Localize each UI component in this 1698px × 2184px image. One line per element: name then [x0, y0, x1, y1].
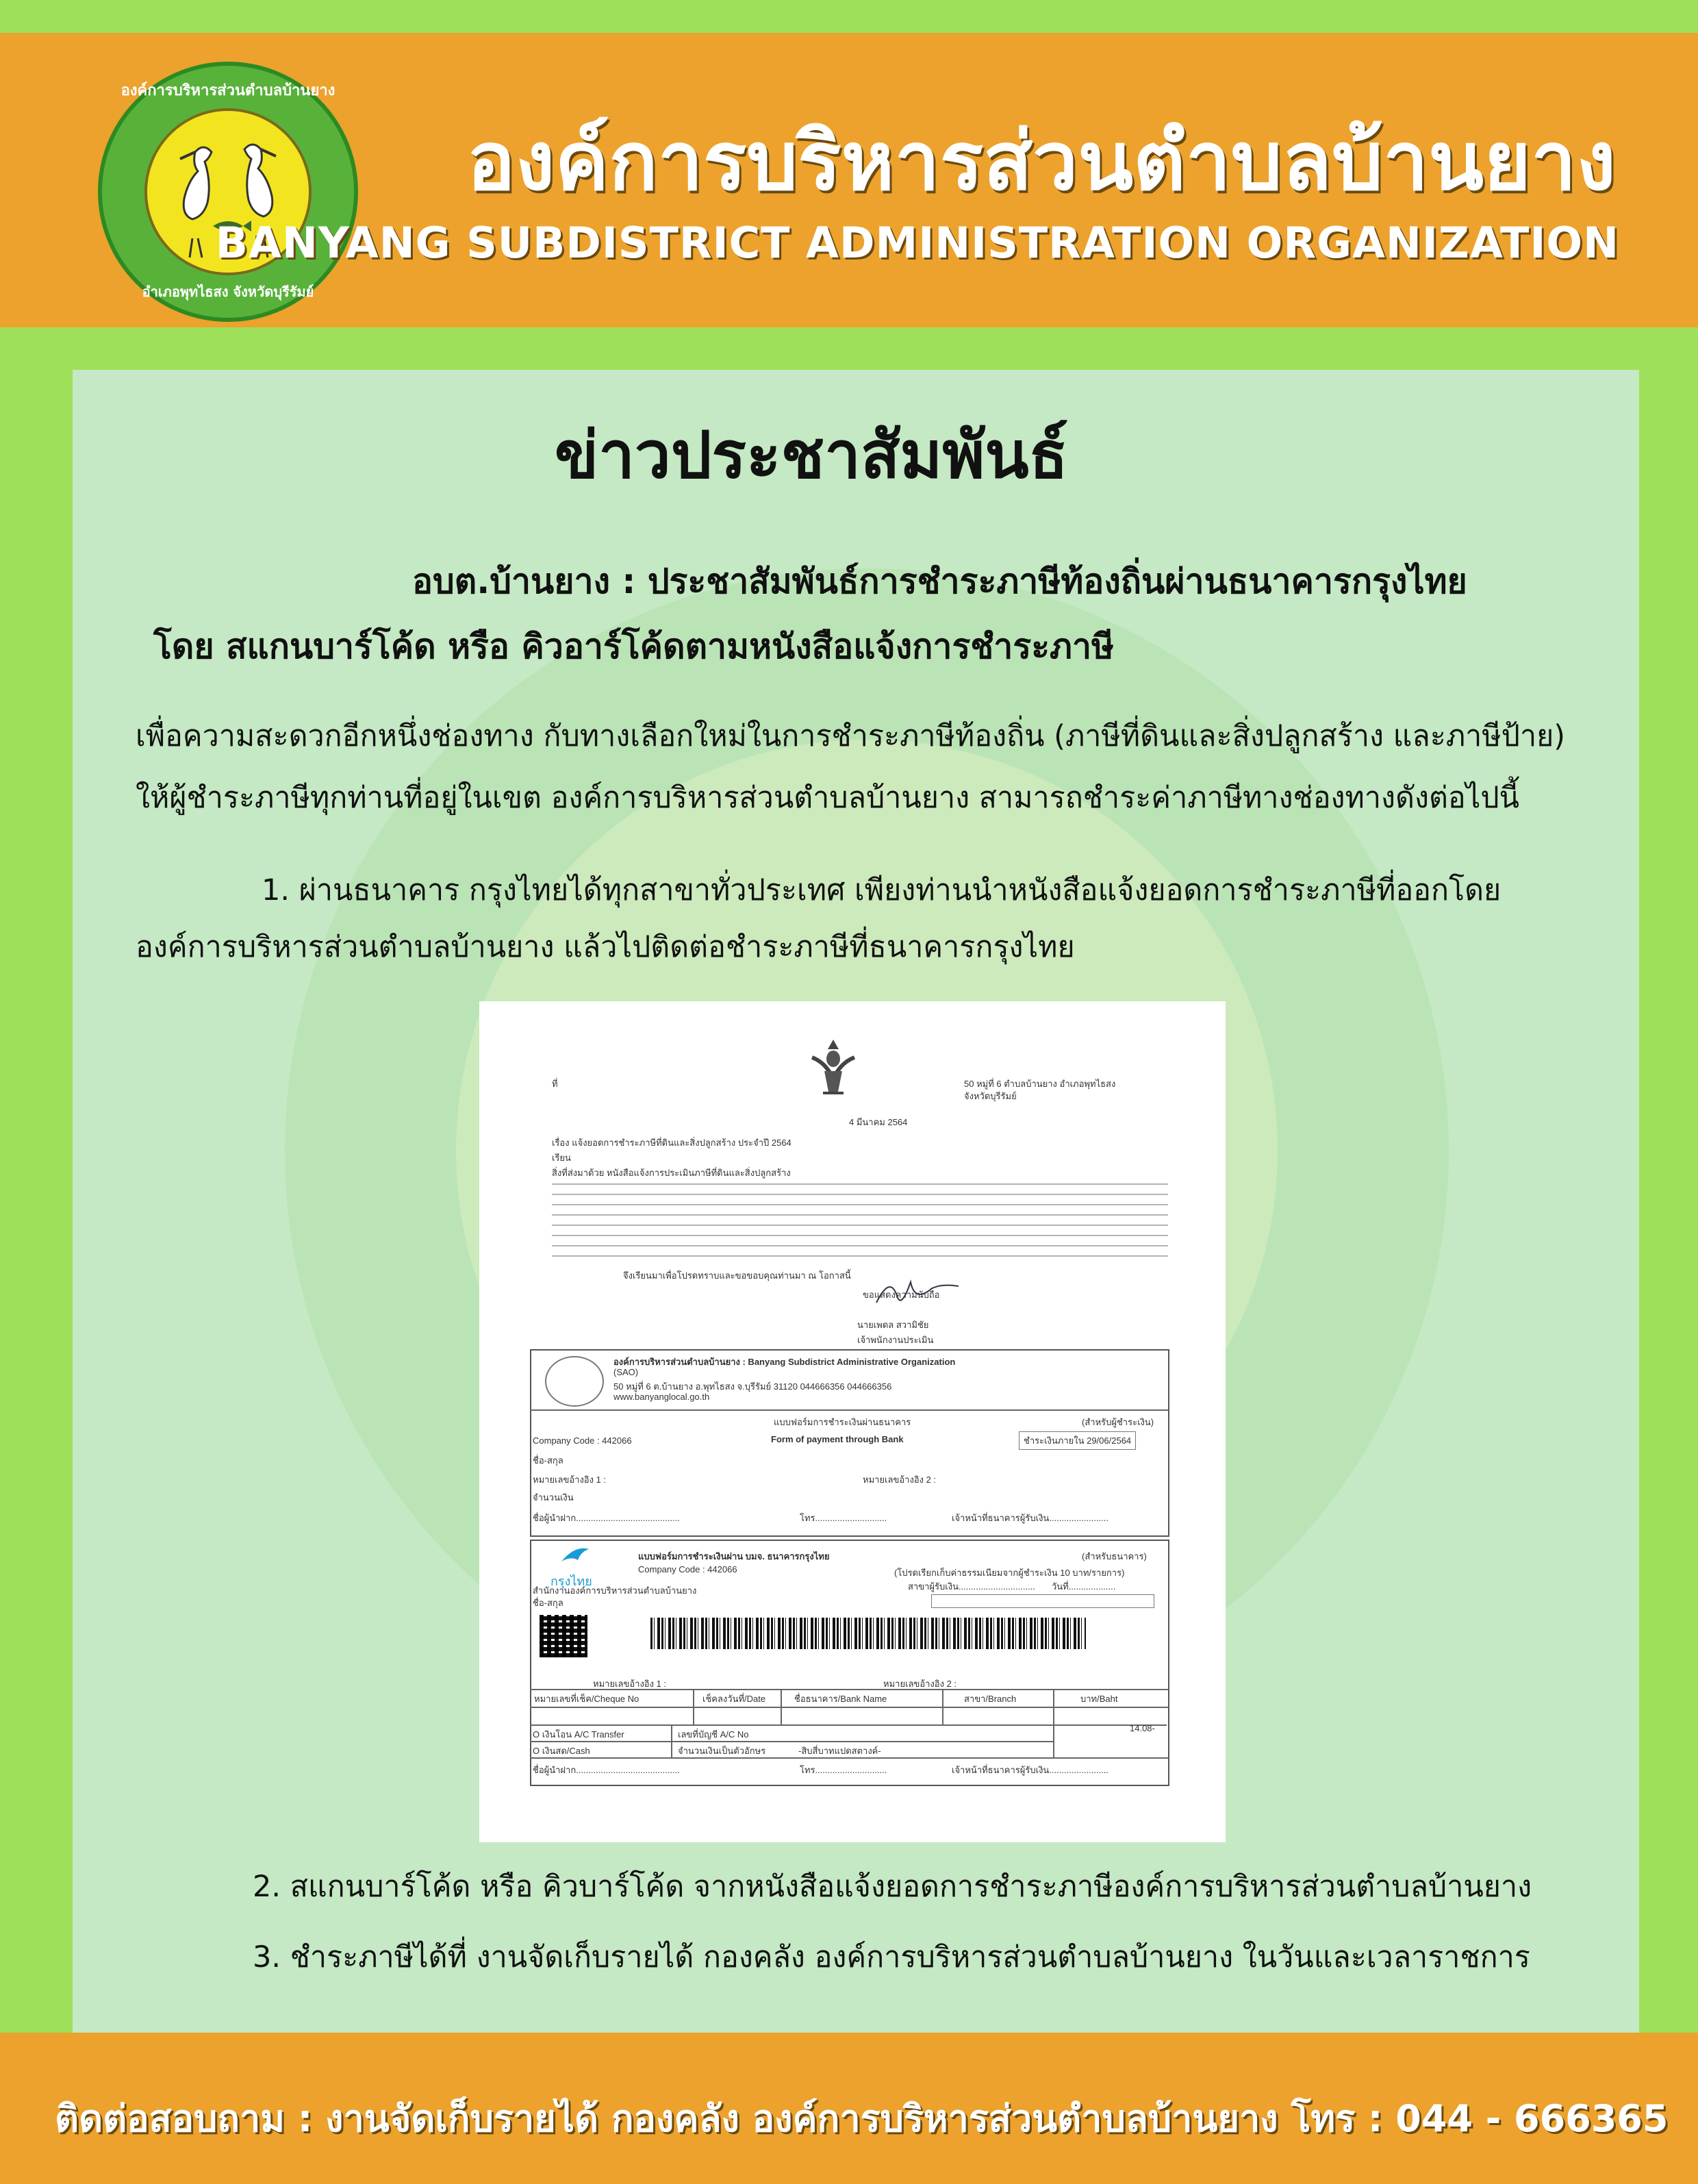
col-cheque: หมายเลขที่เช็ค/Cheque No: [534, 1694, 639, 1704]
logo-ring-top: องค์การบริหารส่วนตำบลบ้านยาง: [121, 82, 335, 99]
organization-logo: [98, 62, 358, 322]
doc-closing: จึงเรียนมาเพื่อโปรดทราบและขอขอบคุณท่านมา ณ โอกาสนี้: [623, 1270, 851, 1281]
doc-date: 4 มีนาคม 2564: [849, 1117, 908, 1127]
bank-tel: โทร.............................: [800, 1765, 887, 1775]
footer-contact: ติดต่อสอบถาม : งานจัดเก็บรายได้ กองคลัง องค์การบริหารส่วนตำบลบ้านยาง โทร : 044 - 666365: [55, 2097, 1669, 2140]
doc-province: จังหวัดบุรีรัมย์: [964, 1091, 1017, 1101]
doc-signer-title: เจ้าพนักงานประเมิน: [857, 1335, 934, 1345]
col-baht: บาท/Baht: [1080, 1694, 1118, 1704]
bank-office: สำนักงานองค์การบริหารส่วนตำบลบ้านยาง: [533, 1585, 697, 1596]
bank-for-bank: (สำหรับธนาคาร): [1082, 1551, 1147, 1561]
barcode: [650, 1618, 1086, 1649]
payment-method-1-line-2: องค์การบริหารส่วนตำบลบ้านยาง แล้วไปติดต่อชำระภาษีที่ธนาคารกรุงไทย: [136, 930, 1075, 964]
doc-regards: ขอแสดงความนับถือ: [863, 1290, 940, 1300]
slip-for-payer: (สำหรับผู้ชำระเงิน): [1082, 1417, 1154, 1427]
col-branch: สาขา/Branch: [964, 1694, 1017, 1704]
slip-logo-icon: [545, 1356, 604, 1407]
doc-subject: เรื่อง แจ้งยอดการชำระภาษีที่ดินและสิ่งปลูกสร้าง ประจำปี 2564: [552, 1138, 791, 1148]
tax-notice-document-image: [479, 1001, 1226, 1842]
slip-officer: เจ้าหน้าที่ธนาคารผู้รับเงิน........................: [952, 1513, 1108, 1523]
slip-org-address: 50 หมู่ที่ 6 ต.บ้านยาง อ.พุทไธสง จ.บุรีรัมย์ 31120 044666356 044666356: [613, 1381, 892, 1392]
announcement-subtitle-1: อบต.บ้านยาง : ประชาสัมพันธ์การชำระภาษีท้องถิ่นผ่านธนาคารกรุงไทย: [412, 562, 1467, 601]
slip-org-line: องค์การบริหารส่วนตำบลบ้านยาง : Banyang Subdistrict Administrative Organization: [613, 1357, 956, 1367]
announcement-heading: ข่าวประชาสัมพันธ์: [555, 418, 1068, 493]
amount-words-label: จำนวนเงินเป็นตัวอักษร: [678, 1746, 766, 1756]
intro-paragraph-line-2: ให้ผู้ชำระภาษีทุกท่านที่อยู่ในเขต องค์การบริหารส่วนตำบลบ้านยาง สามารถชำระค่าภาษีทางช่องทางดังต่อไปนี้: [136, 781, 1520, 815]
qr-code: [540, 1615, 587, 1657]
bank-ref2: หมายเลขอ้างอิง 2 :: [883, 1679, 957, 1689]
doc-signer: นายเพดล สวามิชัย: [857, 1320, 929, 1330]
intro-paragraph-line-1: เพื่อความสะดวกอีกหนึ่งช่องทาง กับทางเลือกใหม่ในการชำระภาษีท้องถิ่น (ภาษีที่ดินและสิ่งปลูกสร้าง และภาษีป้าย): [136, 719, 1566, 753]
slip-name-label: ชื่อ-สกุล: [533, 1455, 563, 1466]
bank-company-code: Company Code : 442066: [638, 1564, 737, 1574]
col-bank-name: ชื่อธนาคาร/Bank Name: [794, 1694, 887, 1704]
account-label: เลขที่บัญชี A/C No: [678, 1729, 749, 1740]
bank-name-label: ชื่อ-สกุล: [533, 1598, 563, 1608]
slip-due-date: ชำระเงินภายใน 29/06/2564: [1019, 1431, 1136, 1450]
doc-address: 50 หมู่ที่ 6 ตำบลบ้านยาง อำเภอพุทไธสง: [964, 1079, 1116, 1089]
slip-ref1: หมายเลขอ้างอิง 1 :: [533, 1474, 607, 1485]
slip-ref2: หมายเลขอ้างอิง 2 :: [863, 1474, 937, 1485]
slip-form-th: แบบฟอร์มการชำระเงินผ่านธนาคาร: [774, 1417, 911, 1427]
payment-method-1-line-1: 1. ผ่านธนาคาร กรุงไทยได้ทุกสาขาทั่วประเทศ เพียงท่านนำหนังสือแจ้งยอดการชำระภาษีที่ออกโดย: [262, 873, 1501, 907]
bank-date-label: วันที่...................: [1052, 1581, 1116, 1592]
bank-name: กรุงไทย: [550, 1574, 592, 1588]
org-title-english: BANYANG SUBDISTRICT ADMINISTRATION ORGANIZATION: [215, 218, 1619, 268]
announcement-subtitle-2: โดย สแกนบาร์โค้ด หรือ คิวอาร์โค้ดตามหนังสือแจ้งการชำระภาษี: [153, 627, 1115, 666]
slip-company-code: Company Code : 442066: [533, 1435, 632, 1446]
col-date: เช็คลงวันที่/Date: [702, 1694, 766, 1704]
bank-branch-receive: สาขาผู้รับเงิน...............................: [908, 1581, 1035, 1592]
slip-amount-label: จำนวนเงิน: [533, 1492, 574, 1503]
transfer-option: O เงินโอน A/C Transfer: [533, 1729, 624, 1740]
payment-method-3: 3. ชำระภาษีได้ที่ งานจัดเก็บรายได้ กองคลัง องค์การบริหารส่วนตำบลบ้านยาง ในวันและเวลาราชการ: [253, 1940, 1530, 1974]
slip-org-web: www.banyanglocal.go.th: [613, 1392, 710, 1402]
bank-officer: เจ้าหน้าที่ธนาคารผู้รับเงิน........................: [952, 1765, 1108, 1775]
payment-method-2: 2. สแกนบาร์โค้ด หรือ คิวบาร์โค้ด จากหนังสือแจ้งยอดการชำระภาษีองค์การบริหารส่วนตำบลบ้านยาง: [253, 1870, 1532, 1904]
amount-figure: 14.08-: [1130, 1723, 1155, 1733]
bank-ref1: หมายเลขอ้างอิง 1 :: [593, 1679, 667, 1689]
logo-ring-bottom: อำเภอพุทไธสง จังหวัดบุรีรัมย์: [142, 284, 314, 300]
bank-note-box: [931, 1594, 1154, 1608]
doc-to: เรียน: [552, 1153, 571, 1163]
footer-band: [0, 2033, 1698, 2184]
doc-no-label: ที่: [552, 1079, 558, 1089]
amount-words: -สิบสี่บาทแปดสตางค์-: [798, 1746, 881, 1756]
announcement-panel: [73, 370, 1639, 2033]
slip-org-sao: (SAO): [613, 1367, 639, 1377]
garuda-emblem-icon: [809, 1037, 857, 1099]
krungthai-bird-icon: [559, 1545, 592, 1568]
org-title-thai: องค์การบริหารส่วนตำบลบ้านยาง: [466, 114, 1616, 208]
doc-body-text: [552, 1183, 1168, 1264]
cash-option: O เงินสด/Cash: [533, 1746, 590, 1756]
signature-mark: [870, 1275, 965, 1316]
doc-attachment: สิ่งที่ส่งมาด้วย หนังสือแจ้งการประเมินภาษีที่ดินและสิ่งปลูกสร้าง: [552, 1168, 791, 1178]
bank-depositor: ชื่อผู้นำฝาก..........................................: [533, 1765, 680, 1775]
slip-tel: โทร.............................: [800, 1513, 887, 1523]
bank-form-title: แบบฟอร์มการชำระเงินผ่าน บมจ. ธนาคารกรุงไทย: [638, 1551, 830, 1561]
slip-depositor: ชื่อผู้นำฝาก..........................................: [533, 1513, 680, 1523]
slip-form-en: Form of payment through Bank: [771, 1434, 904, 1444]
bank-fee-note: (โปรดเรียกเก็บค่าธรรมเนียมจากผู้ชำระเงิน 10 บาท/รายการ): [894, 1568, 1125, 1578]
